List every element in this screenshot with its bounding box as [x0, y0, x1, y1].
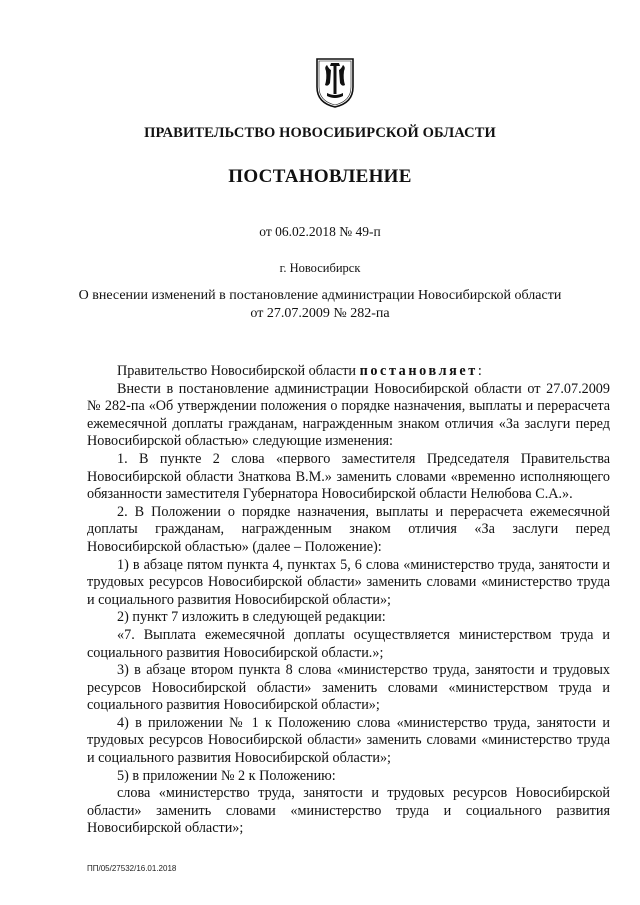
body-paragraph: Внести в постановление администрации Новосибирской области от 27.07.2009 № 282-па «Об утверждении положения о порядке назначения, выплаты и перерасчета ежемесячной доплаты гражданам, награжденным знаком отличия «За заслуги перед Новосибирской областью» следующие изменения: — [87, 380, 610, 450]
body-paragraph: 1) в абзаце пятом пункта 4, пунктах 5, 6 слова «министерство труда, занятости и трудовых ресурсов Новосибирской области» заменить словами «министерство труда и социального развития Новосибирской области»; — [87, 556, 610, 608]
document-date-number: от 06.02.2018 № 49-п — [259, 224, 381, 239]
organization-title: ПРАВИТЕЛЬСТВО НОВОСИБИРСКОЙ ОБЛАСТИ — [144, 125, 496, 141]
document-city: г. Новосибирск — [279, 261, 361, 275]
subject-line-1: О внесении изменений в постановление администрации Новосибирской области — [78, 288, 562, 303]
intro-prefix: Правительство Новосибирской области — [117, 363, 360, 379]
intro-paragraph — [87, 363, 610, 381]
body-paragraph: 2. В Положении о порядке назначения, выплаты и перерасчета ежемесячной доплаты гражданам, награжденным знаком отличия «За заслуги перед Новосибирской областью» (далее – Положение): — [87, 503, 610, 555]
coat-of-arms-icon — [315, 57, 355, 109]
body-paragraph: 5) в приложении № 2 к Положению: — [117, 767, 336, 784]
intro-suffix: : — [477, 363, 482, 379]
subject-line-2: от 27.07.2009 № 282-па — [250, 306, 390, 321]
intro-decree-word: постановляет — [359, 363, 478, 379]
document-footer-code: ПП/05/27532/16.01.2018 — [87, 864, 177, 873]
body-paragraph: «7. Выплата ежемесячной доплаты осуществляется министерством труда и социального развития Новосибирской области.»; — [87, 626, 610, 661]
body-paragraph: 4) в приложении № 1 к Положению слова «министерство труда, занятости и трудовых ресурсов Новосибирской области» заменить словами «министерство труда и социального развития Новосибирской области»; — [87, 714, 610, 767]
document-type-title: ПОСТАНОВЛЕНИЕ — [228, 166, 412, 187]
body-paragraph: 3) в абзаце втором пункта 8 слова «министерство труда, занятости и трудовых ресурсов Новосибирской области» заменить словами «министерством труда и социального развития Новосибирской области»; — [87, 662, 610, 714]
body-paragraph: слова «министерство труда, занятости и трудовых ресурсов Новосибирской области» заменить словами «министерство труда и социального развития Новосибирской области»; — [87, 785, 610, 837]
body-paragraph: 2) пункт 7 изложить в следующей редакции: — [117, 609, 386, 626]
document-body — [87, 363, 610, 838]
body-paragraph: 1. В пункте 2 слова «первого заместителя Председателя Правительства Новосибирской области Знаткова В.М.» заменить словами «временно исполняющего обязанности заместителя Губернатора Новосибирской области Нелюбова С.А.». — [87, 450, 610, 503]
